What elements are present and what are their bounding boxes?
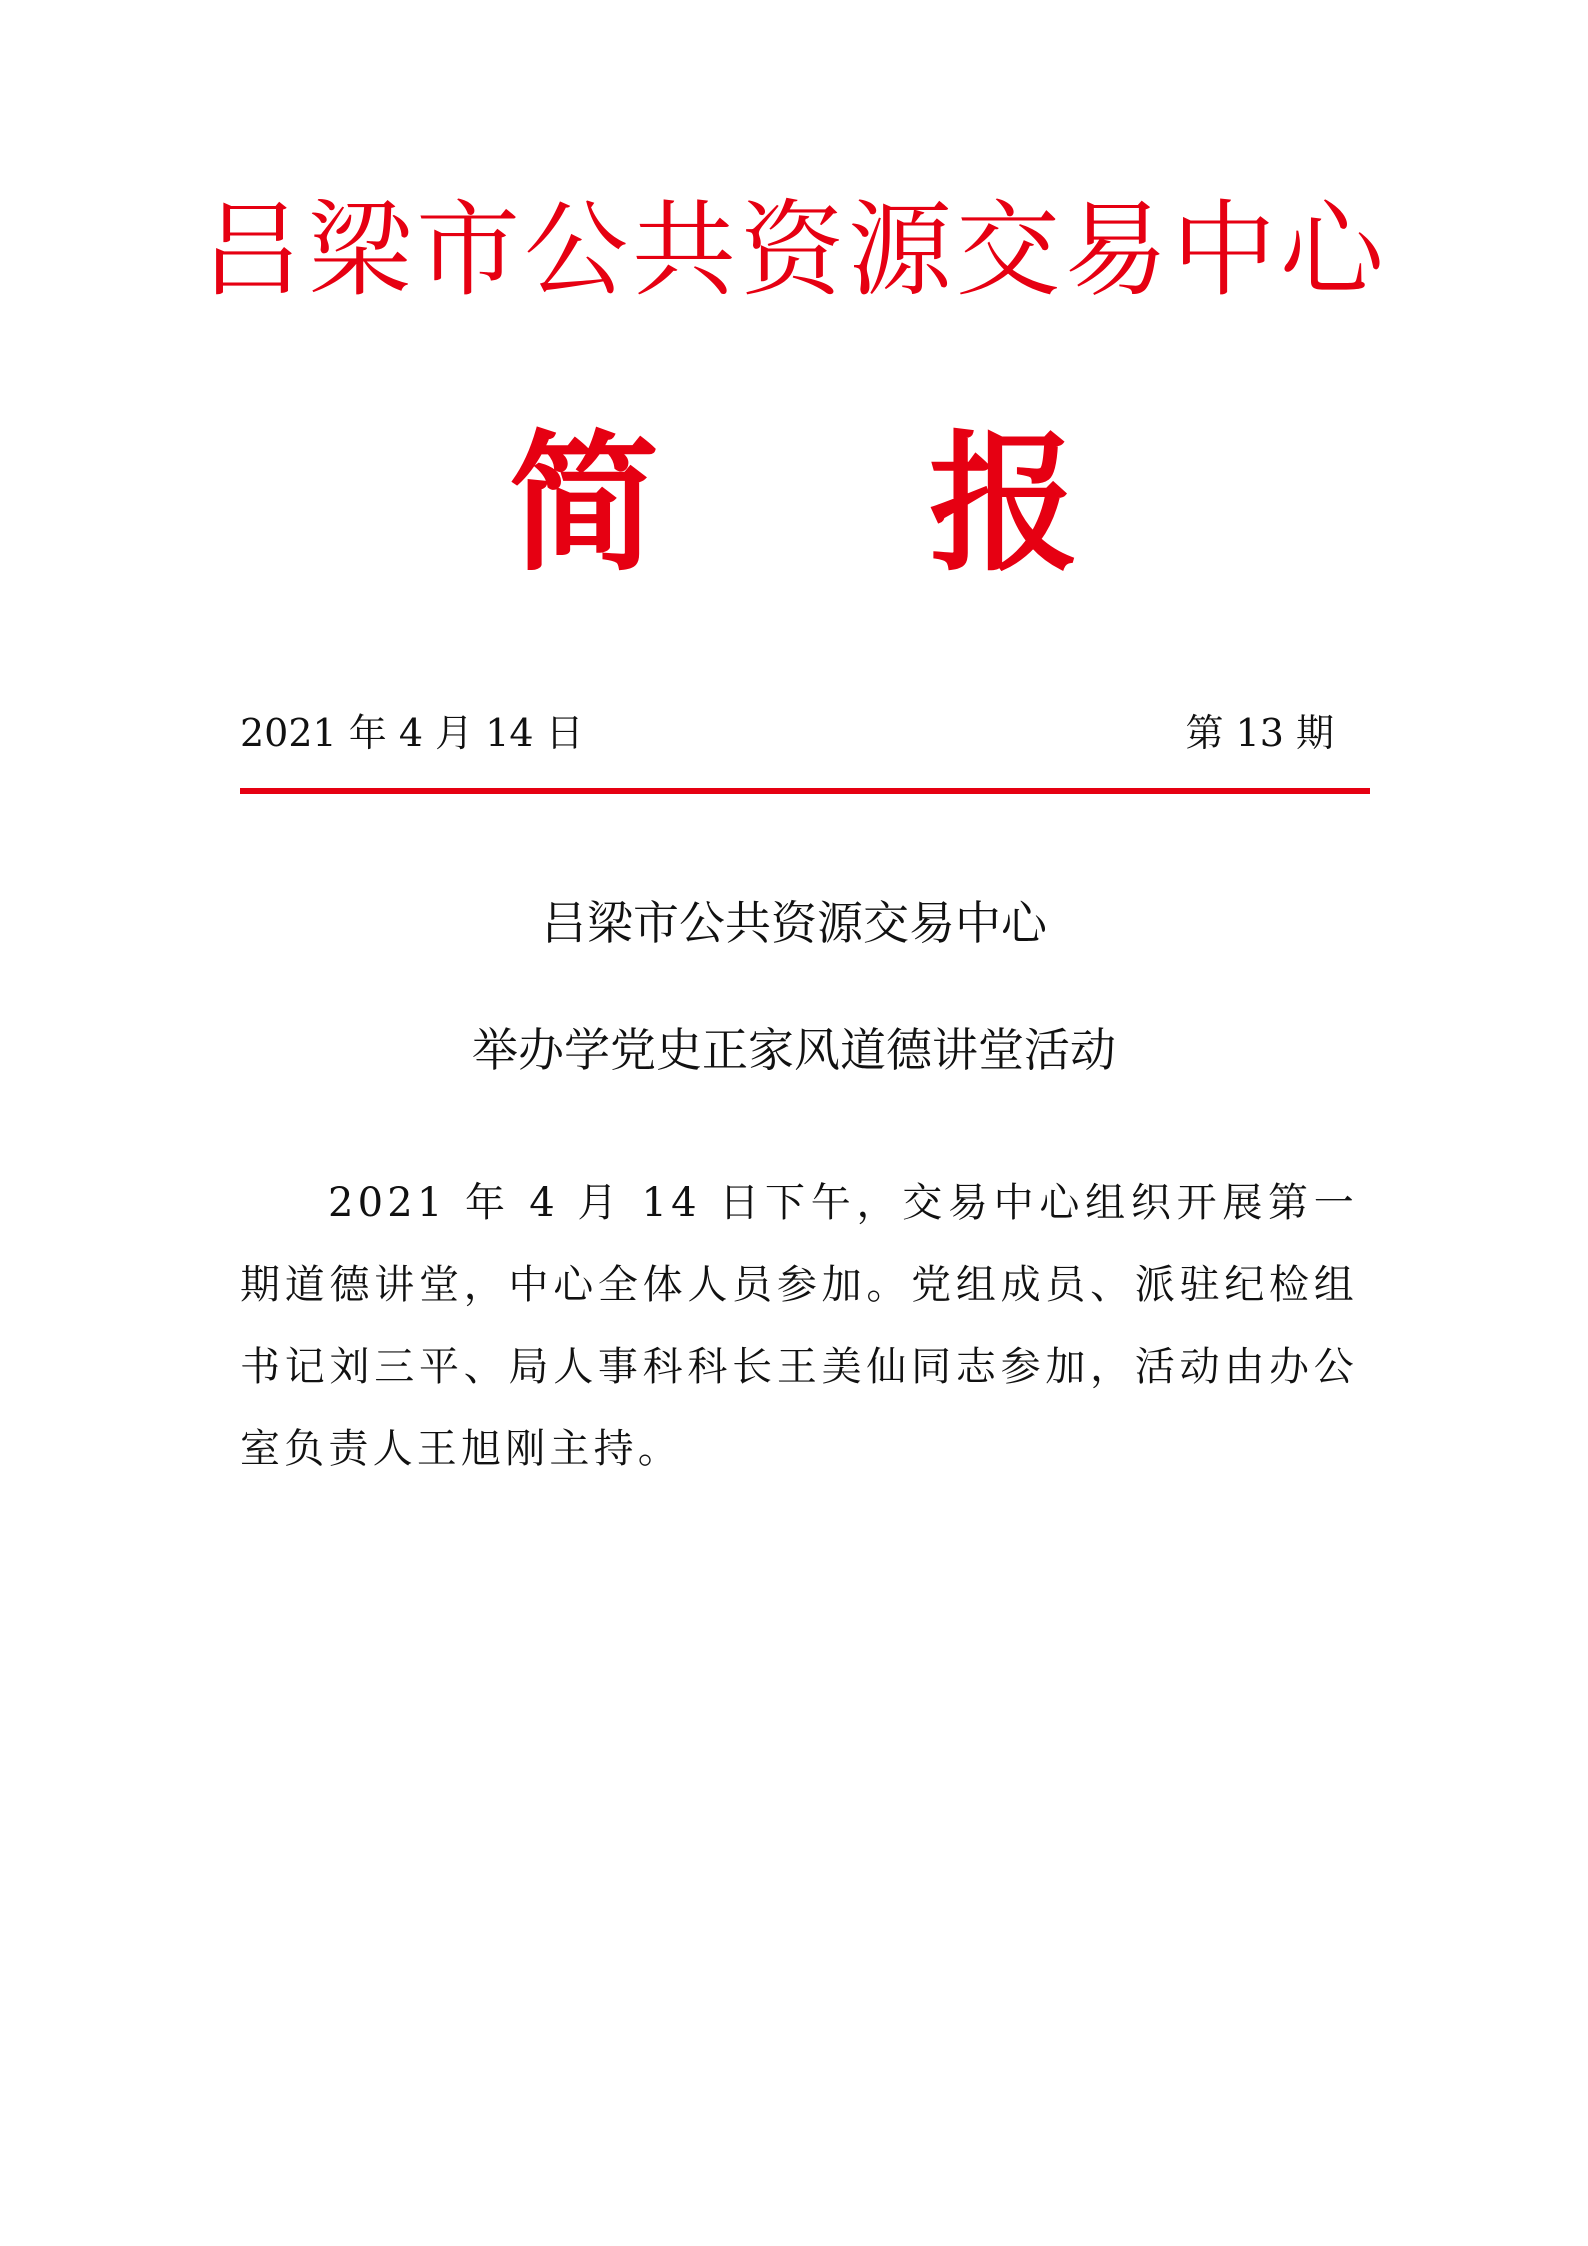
issue-date: 2021 年 4 月 14 日: [240, 711, 584, 755]
article-title-line2: 举办学党史正家风道德讲堂活动: [472, 1023, 1116, 1077]
issue-number: 第 13 期: [1185, 711, 1334, 755]
masthead-organization: 吕梁市公共资源交易中心: [199, 189, 1388, 311]
article-body: 2021 年 4 月 14 日下午，交易中心组织开展第一期道德讲堂，中心全体人员参加。党组成员、派驻纪检组书记刘三平、局人事科科长王美仙同志参加，活动由办公室负责人王旭刚主持。: [240, 1180, 1358, 1472]
red-divider-line: [240, 788, 1370, 794]
article-title-line1: 吕梁市公共资源交易中心: [541, 896, 1047, 950]
masthead-title: 简报: [508, 418, 1349, 592]
